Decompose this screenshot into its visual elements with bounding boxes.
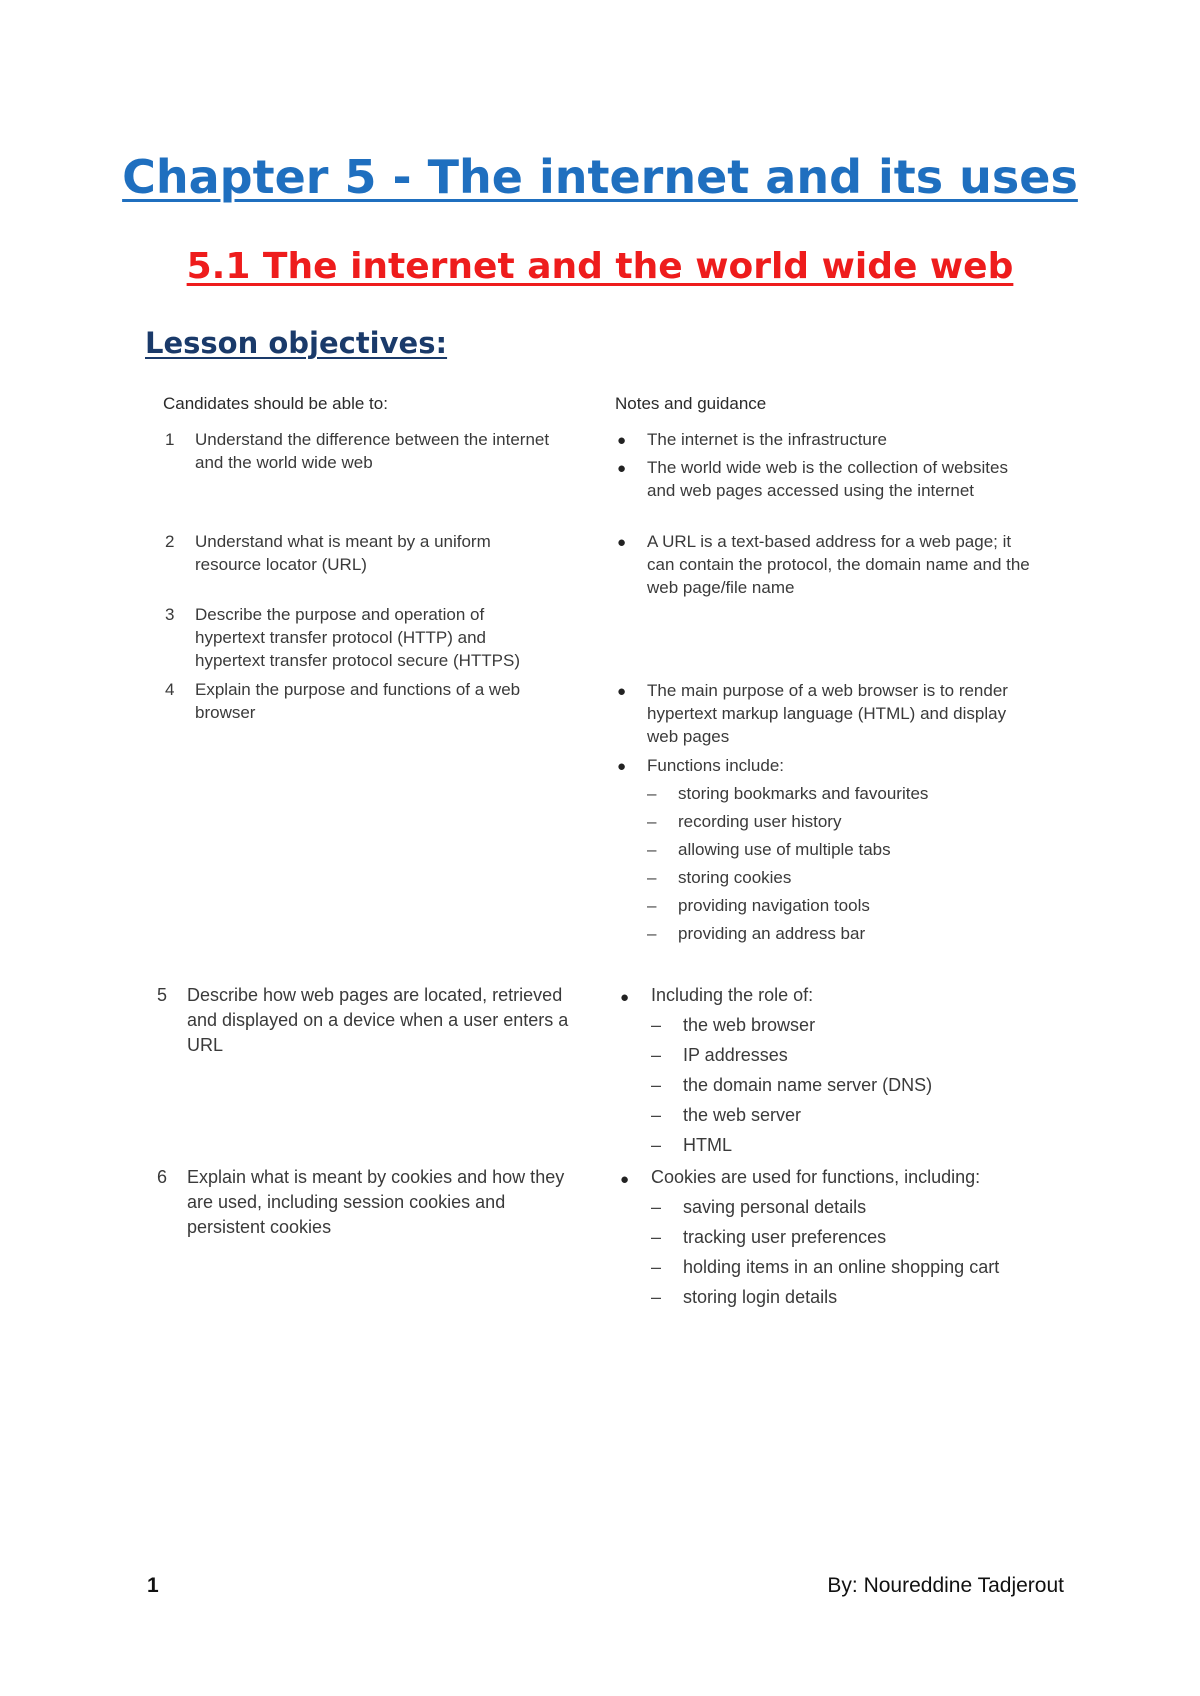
dash-icon: – bbox=[647, 840, 657, 859]
sub-item: allowing use of multiple tabs bbox=[678, 840, 891, 859]
objectives-title: Lesson objectives: bbox=[145, 326, 448, 360]
bullet-icon: ● bbox=[620, 1171, 630, 1188]
dash-icon: – bbox=[651, 1045, 662, 1065]
sub-item: the web server bbox=[683, 1105, 802, 1125]
dash-icon: – bbox=[651, 1075, 662, 1095]
dash-icon: – bbox=[647, 868, 657, 887]
row-number: 6 bbox=[157, 1167, 168, 1187]
bullet-icon: ● bbox=[617, 683, 627, 700]
bullet-icon: ● bbox=[617, 432, 627, 449]
row-number: 1 bbox=[165, 430, 175, 449]
author-credit: By: Noureddine Tadjerout bbox=[827, 1574, 1064, 1597]
dash-icon: – bbox=[651, 1015, 662, 1035]
row-number: 3 bbox=[165, 605, 175, 624]
dash-icon: – bbox=[651, 1105, 662, 1125]
note-item: A URL is a text-based address for a web page; it can contain the protocol, the domain name and the web page/file name bbox=[647, 532, 1030, 597]
row-number: 4 bbox=[165, 680, 175, 699]
note-item: Including the role of: bbox=[651, 985, 814, 1005]
sub-item: providing an address bar bbox=[678, 924, 866, 943]
sub-item: providing navigation tools bbox=[678, 896, 870, 915]
sub-item: holding items in an online shopping cart bbox=[683, 1257, 1000, 1277]
sub-item: IP addresses bbox=[683, 1045, 788, 1065]
dash-icon: – bbox=[647, 784, 657, 803]
row-text: Understand the difference between the internet and the world wide web bbox=[195, 430, 550, 472]
dash-icon: – bbox=[651, 1287, 662, 1307]
dash-icon: – bbox=[651, 1227, 662, 1247]
sub-item: the domain name server (DNS) bbox=[683, 1075, 933, 1095]
sub-item: storing bookmarks and favourites bbox=[678, 784, 929, 803]
chapter-title: Chapter 5 - The internet and its uses bbox=[122, 150, 1078, 204]
column-header-candidates: Candidates should be able to: bbox=[163, 394, 388, 413]
sub-item: storing login details bbox=[683, 1287, 838, 1307]
note-item: The internet is the infrastructure bbox=[647, 430, 888, 449]
sub-item: storing cookies bbox=[678, 868, 792, 887]
note-item: The main purpose of a web browser is to render hypertext markup language (HTML) and display web pages bbox=[647, 681, 1008, 746]
row-text: Describe the purpose and operation of hypertext transfer protocol (HTTP) and hypertext transfer protocol secure (HTTPS) bbox=[195, 605, 521, 670]
dash-icon: – bbox=[651, 1135, 662, 1155]
dash-icon: – bbox=[651, 1257, 662, 1277]
row-number: 5 bbox=[157, 985, 168, 1005]
sub-item: tracking user preferences bbox=[683, 1227, 887, 1247]
page-number: 1 bbox=[147, 1574, 159, 1597]
bullet-icon: ● bbox=[620, 989, 630, 1006]
note-item: Functions include: bbox=[647, 756, 785, 775]
note-item: Cookies are used for functions, including: bbox=[651, 1167, 981, 1187]
dash-icon: – bbox=[647, 896, 657, 915]
note-item: The world wide web is the collection of websites and web pages accessed using the internet bbox=[647, 458, 1008, 500]
bullet-icon: ● bbox=[617, 758, 627, 775]
dash-icon: – bbox=[647, 924, 657, 943]
row-text: Explain the purpose and functions of a web browser bbox=[195, 680, 521, 722]
dash-icon: – bbox=[647, 812, 657, 831]
row-number: 2 bbox=[165, 532, 175, 551]
row-text: Explain what is meant by cookies and how they are used, including session cookies and persistent cookies bbox=[187, 1167, 565, 1237]
sub-item: saving personal details bbox=[683, 1197, 867, 1217]
bullet-icon: ● bbox=[617, 534, 627, 551]
row-text: Describe how web pages are located, retrieved and displayed on a device when a user enters a URL bbox=[187, 985, 569, 1055]
row-text: Understand what is meant by a uniform resource locator (URL) bbox=[195, 532, 491, 574]
section-title: 5.1 The internet and the world wide web bbox=[186, 246, 1014, 287]
column-header-notes: Notes and guidance bbox=[615, 394, 767, 413]
bullet-icon: ● bbox=[617, 460, 627, 477]
sub-item: the web browser bbox=[683, 1015, 816, 1035]
dash-icon: – bbox=[651, 1197, 662, 1217]
sub-item: HTML bbox=[683, 1135, 732, 1155]
sub-item: recording user history bbox=[678, 812, 842, 831]
